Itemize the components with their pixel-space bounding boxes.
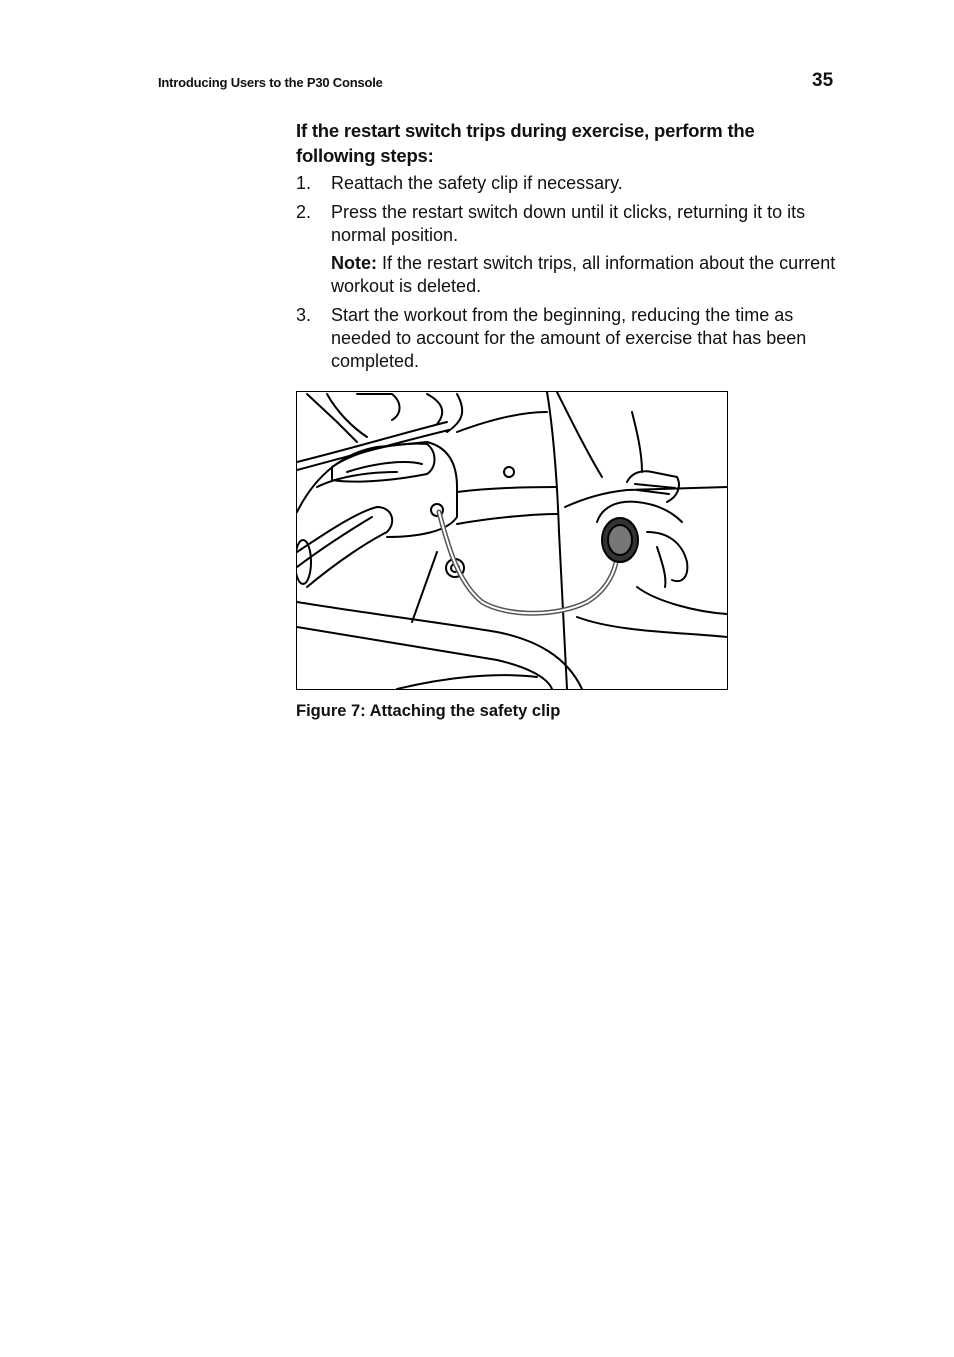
step-item: [296, 201, 836, 298]
step-number: 1.: [296, 173, 312, 193]
figure-caption: Figure 7: Attaching the safety clip: [296, 702, 561, 720]
step-number: 3.: [296, 305, 312, 325]
step-text: Start the workout from the beginning, reducing the time as needed to account for the amount of exercise that has been completed.: [331, 305, 807, 371]
section-heading: If the restart switch trips during exercise, perform the following steps:: [296, 120, 755, 166]
steps-list: [296, 172, 836, 373]
running-head: Introducing Users to the P30 Console: [158, 75, 383, 90]
step-item: [296, 172, 836, 195]
step-text: Press the restart switch down until it clicks, returning it to its normal position.: [331, 202, 806, 245]
note-text: If the restart switch trips, all information about the current workout is deleted.: [331, 253, 836, 296]
figure-frame: [296, 391, 728, 690]
main-content: [296, 118, 836, 379]
safety-clip-illustration-icon: [297, 392, 727, 689]
page-number: 35: [812, 70, 834, 91]
step-body: [331, 201, 836, 298]
note-label: Note:: [331, 253, 377, 273]
step-number: 2.: [296, 202, 312, 222]
step-text: Reattach the safety clip if necessary.: [331, 173, 623, 193]
step-note: [331, 252, 836, 298]
step-item: [296, 304, 836, 373]
